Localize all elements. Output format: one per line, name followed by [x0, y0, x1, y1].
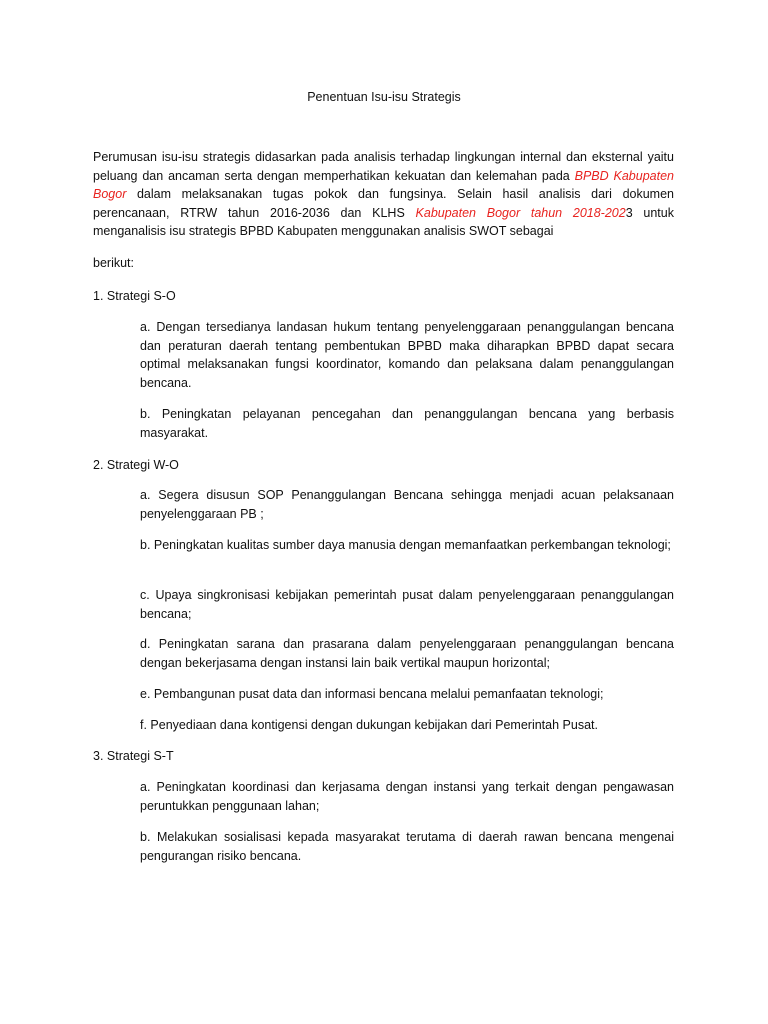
list-item-wo-a: a. Segera disusun SOP Penanggulangan Bencana sehingga menjadi acuan pelaksanaan penyelenggaraan PB ; — [140, 488, 674, 521]
intro-highlight-2: Kabupaten Bogor tahun 2018-202 — [415, 205, 626, 220]
list-item-wo-e: e. Pembangunan pusat data dan informasi bencana melalui pemanfaatan teknologi; — [140, 687, 604, 701]
intro-text-3: 3 untuk menganalisis isu strategis BPBD Kabupaten menggunakan analisis SWOT sebagai — [93, 205, 674, 238]
intro-text-2: dalam melaksanakan tugas pokok dan fungsinya. Selain hasil analisis dari dokumen perencanaan, RTRW tahun 2016-2036 dan KLHS — [93, 187, 674, 220]
list-item-st-b: b. Melakukan sosialisasi kepada masyarakat terutama di daerah rawan bencana mengenai pengurangan risiko bencana. — [140, 830, 674, 863]
intro-paragraph — [93, 148, 674, 241]
list-item-so-a: a. Dengan tersedianya landasan hukum tentang penyelenggaraan penanggulangan bencana dan peraturan daerah tentang pembentukan BPBD maka diharapkan BPBD dapat secara optimal melaksanakan fungsi koordinator, komando dan pelaksana dalam penanggulangan bencana. — [140, 320, 674, 390]
list-item-so-b: b. Peningkatan pelayanan pencegahan dan penanggulangan bencana yang berbasis masyarakat. — [140, 407, 674, 440]
berikut-label: berikut: — [93, 256, 134, 270]
section-heading-so: 1. Strategi S-O — [93, 289, 176, 303]
list-item-st-a: a. Peningkatan koordinasi dan kerjasama dengan instansi yang terkait dengan pengawasan peruntukkan penggunaan lahan; — [140, 780, 674, 813]
section-heading-wo: 2. Strategi W-O — [93, 458, 179, 472]
intro-highlight-1: BPBD Kabupaten Bogor — [93, 168, 674, 201]
section-heading-st: 3. Strategi S-T — [93, 749, 174, 763]
list-item-wo-c: c. Upaya singkronisasi kebijakan pemerintah pusat dalam penyelenggaraan penanggulangan bencana; — [140, 588, 674, 621]
list-item-wo-f: f. Penyediaan dana kontigensi dengan dukungan kebijakan dari Pemerintah Pusat. — [140, 718, 598, 732]
list-item-wo-d: d. Peningkatan sarana dan prasarana dalam penyelenggaraan penanggulangan bencana dengan bekerjasama dengan instansi lain baik vertikal maupun horizontal; — [140, 637, 674, 670]
intro-text-1: Perumusan isu-isu strategis didasarkan pada analisis terhadap lingkungan internal dan eksternal yaitu peluang dan ancaman serta dengan memperhatikan kekuatan dan kelemahan pada — [93, 150, 674, 183]
list-item-wo-b: b. Peningkatan kualitas sumber daya manusia dengan memanfaatkan perkembangan teknologi; — [140, 538, 671, 552]
page-title: Penentuan Isu-isu Strategis — [307, 90, 461, 104]
